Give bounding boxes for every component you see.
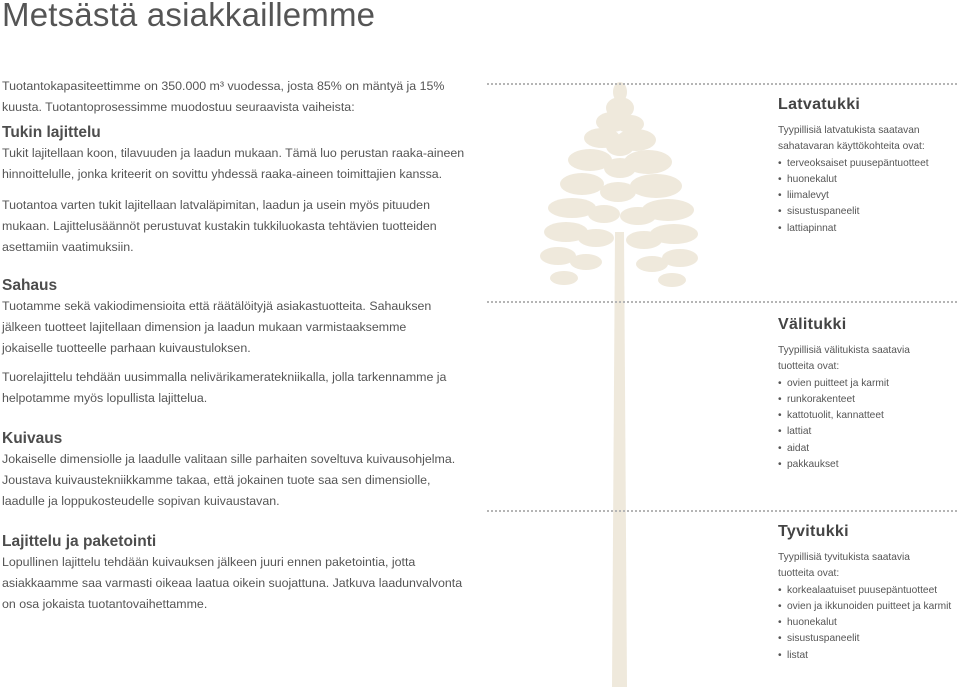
paragraph-line: jokaiselle tuotteelle parhaan kuivaustuloksen. (2, 341, 251, 355)
product-box-tyvitukki (778, 523, 960, 664)
paragraph-line: asettamiin vaatimuksiin. (2, 240, 134, 254)
pine-tree-illustration (540, 82, 700, 687)
product-list (778, 583, 960, 664)
section-lajittelu-ja-paketointi (2, 532, 484, 615)
paragraph-line: laadulle ja loppukosteudelle sopivan kuivaustavan. (2, 494, 280, 508)
section-heading: Tukin lajittelu (2, 124, 101, 141)
bullet-icon: • (778, 649, 782, 661)
product-list (778, 156, 960, 237)
list-item: • kattotuolit, kannatteet (778, 408, 960, 424)
paragraph-line: mukaan. Lajittelusäännöt perustuvat kustakin tukkiluokasta tehtävien tuotteiden (2, 219, 437, 233)
list-item: • korkealaatuiset puusepäntuotteet (778, 583, 960, 599)
bullet-icon: • (778, 410, 782, 422)
paragraph-line: Lopullinen lajittelu tehdään kuivauksen jälkeen juuri ennen paketointia, jotta (2, 555, 416, 569)
bullet-icon: • (778, 426, 782, 438)
product-intro: Tyypillisiä latvatukista saatavan (778, 125, 920, 136)
page-title: Metsästä asiakkaillemme (2, 0, 376, 33)
list-item: • sisustuspaneelit (778, 631, 960, 647)
paragraph-line: Tuotantoa varten tukit lajitellaan latvaläpimitan, laadun ja usein myös pituuden (2, 198, 430, 212)
product-intro: Tyypillisiä välitukista saatavia (778, 345, 910, 356)
paragraph-line: jälkeen tuotteet lajitellaan dimension ja laadun mukaan varmistaaksemme (2, 320, 407, 334)
bullet-icon: • (778, 633, 782, 645)
bullet-icon: • (778, 377, 782, 389)
paragraph-line: Tuorelajittelu tehdään uusimmalla nelivärikameratekniikalla, jolla tarkennamme ja (2, 370, 447, 384)
product-title: Tyvitukki (778, 523, 849, 540)
product-box-latvatukki (778, 96, 960, 237)
list-item: • sisustuspaneelit (778, 204, 960, 220)
section-tukin-lajittelu (2, 123, 484, 258)
section-heading: Kuivaus (2, 430, 63, 447)
list-item: • lattiapinnat (778, 221, 960, 237)
bullet-icon: • (778, 393, 782, 405)
dotted-divider (487, 301, 957, 303)
section-heading: Lajittelu ja paketointi (2, 533, 157, 550)
paragraph-line: hinnoittelulle, jonka kriteerit on sovittu yhdessä raaka-aineen toimittajien kanssa. (2, 167, 443, 181)
section-kuivaus (2, 429, 484, 512)
bullet-icon: • (778, 222, 782, 234)
dotted-divider (487, 510, 957, 512)
product-intro: sahatavaran käyttökohteita ovat: (778, 141, 925, 153)
list-item: • aidat (778, 441, 960, 457)
product-title: Latvatukki (778, 96, 861, 113)
product-intro: Tyypillisiä tyvitukista saatavia (778, 552, 910, 563)
list-item: • ovien puitteet ja karmit (778, 376, 960, 392)
list-item: • pakkaukset (778, 457, 960, 473)
paragraph-line: on osa jokaista tuotantovaihettamme. (2, 597, 208, 611)
list-item: • ovien ja ikkunoiden puitteet ja karmit (778, 599, 960, 615)
list-item: • huonekalut (778, 172, 960, 188)
list-item: • terveoksaiset puusepäntuotteet (778, 156, 960, 172)
bullet-icon: • (778, 157, 782, 169)
product-intro: tuotteita ovat: (778, 568, 840, 580)
bullet-icon: • (778, 459, 782, 471)
paragraph-line: Joustava kuivaustekniikkamme takaa, että jokainen tuote saa sen dimensiolle, (2, 473, 431, 487)
bullet-icon: • (778, 600, 782, 612)
section-sahaus (2, 276, 484, 409)
product-list (778, 376, 960, 474)
bullet-icon: • (778, 190, 782, 202)
paragraph-line: helpotamme myös lopullista lajittelua. (2, 391, 208, 405)
bullet-icon: • (778, 584, 782, 596)
list-item: • listat (778, 648, 960, 664)
bullet-icon: • (778, 173, 782, 185)
bullet-icon: • (778, 617, 782, 629)
paragraph-line: Jokaiselle dimensiolle ja laadulle valitaan sille parhaiten soveltuva kuivausohjelma. (2, 452, 456, 466)
intro-line: Tuotantokapasiteettimme on 350.000 m³ vuodessa, josta 85% on mäntyä ja 15% (2, 79, 445, 93)
paragraph-line: Tuotamme sekä vakiodimensioita että räätälöityjä asiakastuotteita. Sahauksen (2, 299, 432, 313)
product-box-valitukki (778, 316, 960, 473)
intro-line: kuusta. Tuotantoprosessimme muodostuu seuraavista vaiheista: (2, 100, 355, 114)
list-item: • huonekalut (778, 615, 960, 631)
section-heading: Sahaus (2, 277, 58, 294)
paragraph-line: asiakkaamme saa varmasti oikeaa laatua oikein suojattuna. Jatkuva laadunvalvonta (2, 576, 463, 590)
list-item: • liimalevyt (778, 188, 960, 204)
list-item: • runkorakenteet (778, 392, 960, 408)
product-title: Välitukki (778, 316, 847, 333)
paragraph-line: Tukit lajitellaan koon, tilavuuden ja laadun mukaan. Tämä luo perustan raaka-aineen (2, 146, 465, 160)
product-intro: tuotteita ovat: (778, 361, 840, 373)
bullet-icon: • (778, 206, 782, 218)
intro-text (2, 76, 484, 118)
list-item: • lattiat (778, 424, 960, 440)
dotted-divider (487, 83, 957, 85)
bullet-icon: • (778, 442, 782, 454)
